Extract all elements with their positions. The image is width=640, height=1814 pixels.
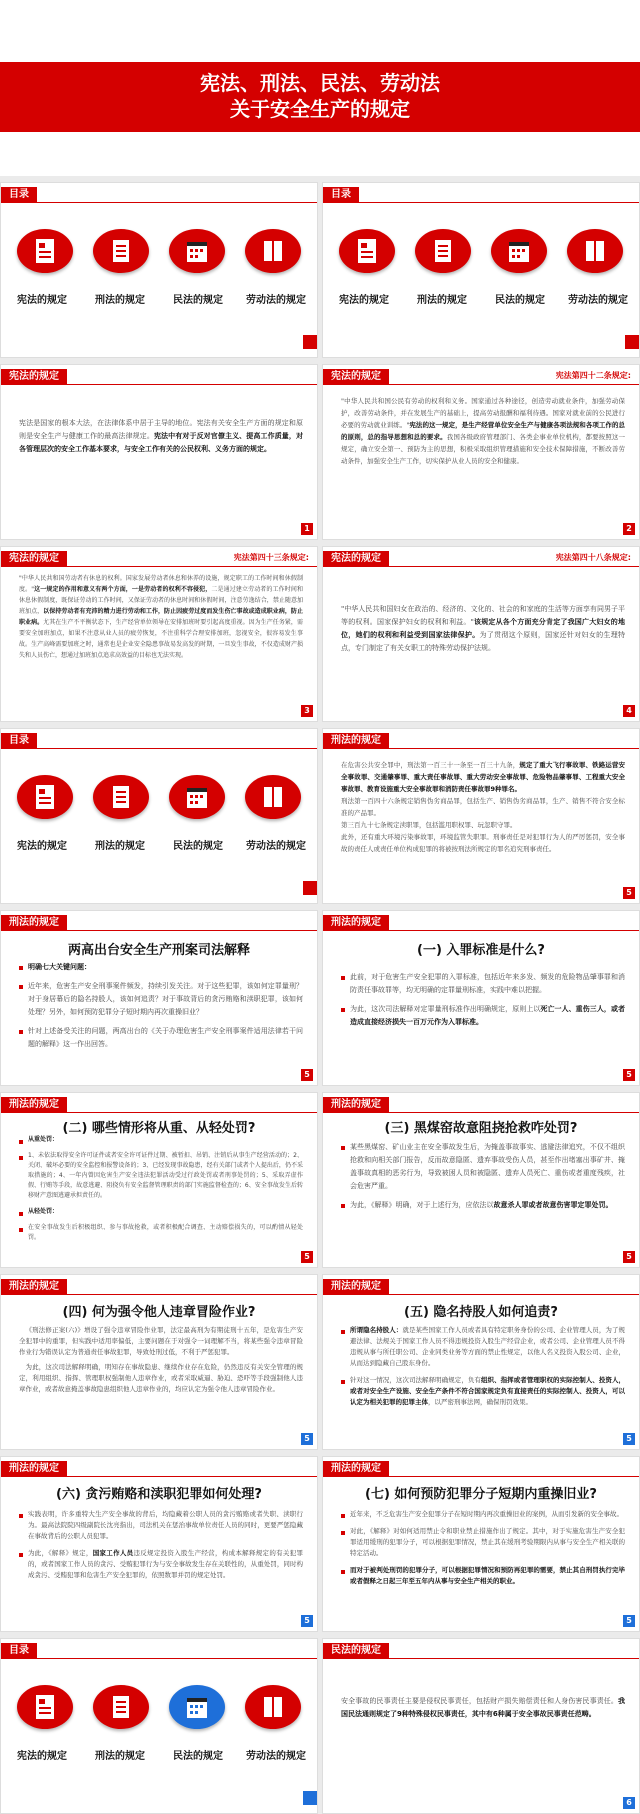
toc-slide-2 [322, 182, 640, 358]
notebook-icon[interactable] [93, 1685, 149, 1729]
page-number: 5 [301, 1433, 313, 1445]
corner-mark [303, 335, 317, 349]
calendar-icon[interactable] [169, 775, 225, 819]
toc-item-constitution[interactable]: 宪法的规定 [17, 1751, 67, 1762]
slide-body [19, 961, 303, 1057]
header-rule [1, 202, 317, 203]
notebook-icon[interactable] [415, 229, 471, 273]
slide-criminal-q5 [322, 1274, 640, 1450]
bullet-item: 近年来，不乏危害生产安全犯罪分子在短时期内再次重操旧业的案例，从而引发新的安全事故。 [341, 1509, 625, 1520]
bullet-list [19, 1135, 303, 1243]
slide-body [341, 1141, 625, 1218]
body-text: 我国各级政府管理部门、各类企事业单位机构，都要按照这一规定，确立安全第一、预防为主的思想，积极采取组织管理措施和安全技术保障措施，不断改善劳动条件，加强安全生产工作，切实保护从业人员的安全和健康。 [341, 433, 626, 465]
bullet-item: 此前，对于危害生产安全犯罪的入罪标准，包括近年来多发、频发的危险物品肇事罪和消防责任事故罪等，均无明确的定罪量刑标准，实践中难以把握。 [341, 971, 625, 997]
slide-title: (二) 哪些情形将从重、从轻处罚? [62, 1121, 256, 1136]
body-text: 二是通过建立劳动者的工作时间和休息休假制度，既保证劳动的工作时间，又保证劳动者的休息时间和休假时间，注意劳逸结合，禁止随意加班加点， [19, 586, 303, 615]
toc-icons [1, 229, 317, 279]
header-rule [1, 384, 317, 385]
body-bold: 宪法中有对于反对官僚主义、提高工作质量，对各管理层次的安全工作基本要求，与安全工作有关的公民权利、义务方面的规定。 [19, 432, 304, 453]
slide-criminal-q3 [322, 1092, 640, 1268]
page-number: 5 [301, 1251, 313, 1263]
bullet-item: 针对这一情况，这次司法解释明确规定，负有组织、指挥或者管理职权的实际控制人、投资人，或者对安全生产设施、安全生产条件不符合国家规定负有直接责任的实际控制人、投资人，可以认定为相关犯罪的犯罪主体，以严密刑事法网，确保刑罚效果。 [341, 1375, 625, 1408]
header-rule [323, 1476, 639, 1477]
book-icon[interactable] [567, 229, 623, 273]
slide-body [341, 971, 625, 1035]
header-rule [1, 1112, 317, 1113]
bullet-item: 1、未依法取得安全许可证件或者安全许可证件过期、被暂扣、吊销、注销后从事生产经营活动的；2、关闭、破坏必要的安全监控和报警设备的；3、已经发现事故隐患，经有关部门或者个人提出后，仍不采取措施的；4、一年内曾因危害生产安全违法犯罪活动受过行政处罚或者刑事处罚的；5、采取弄虚作假、行贿等手段，故意逃避、阻挠负有安全监督管理职责的部门实施监督检查的；6、安全事故发生后转移财产意图逃避承担责任的。 [19, 1151, 303, 1201]
body-text: 此外，还有重大环境污染事故罪，环境监管失职罪。刑事责任是对犯罪行为人的严厉惩罚，安全事故的责任人或责任单位构成犯罪的将被按刑法所规定的罪名追究刑事责任。 [341, 833, 625, 853]
slide-judicial-interpretation [0, 910, 318, 1086]
toc-item-labor[interactable]: 劳动法的规定 [568, 295, 628, 306]
section-tag: 宪法的规定 [323, 369, 389, 385]
slide-body [341, 1509, 625, 1593]
header-rule [323, 748, 639, 749]
section-tag: 刑法的规定 [323, 733, 389, 749]
header-rule [323, 1658, 639, 1659]
page-number: 3 [301, 705, 313, 717]
page-number: 2 [623, 523, 635, 535]
document-icon[interactable] [17, 229, 73, 273]
header-rule [323, 1294, 639, 1295]
slide-body [19, 573, 303, 661]
article-label: 宪法第四十二条规定: [555, 371, 631, 380]
slide-criminal-q1 [322, 910, 640, 1086]
body-text: "中华人民共和国妇女在政治的、经济的、文化的、社会的和家庭的生活等方面享有同男子平等的权利。国家保护妇女的权利和利益。" [341, 605, 625, 626]
toc-icons [1, 1685, 317, 1735]
header-rule [1, 930, 317, 931]
bullet-head: 从重处罚： [19, 1135, 303, 1145]
book-icon[interactable] [245, 775, 301, 819]
body-text: "中华人民共和国公民有劳动的权利和义务。国家通过各种途径，创造劳动就业条件，加强劳动保护，改善劳动条件，并在发展生产的基础上，提高劳动报酬和福利待遇。国家对就业前的公民进行必要的劳动就业训练。" [341, 397, 625, 429]
toc-tag: 目录 [323, 187, 359, 203]
section-tag: 刑法的规定 [1, 1097, 67, 1113]
slide-title: 两高出台安全生产刑案司法解释 [67, 943, 250, 958]
toc-item-criminal[interactable]: 刑法的规定 [95, 1751, 145, 1762]
toc-item-civil[interactable]: 民法的规定 [173, 295, 223, 306]
body-bold: 这一规定的作用和意义有两个方面，一是劳动者的权利不容侵犯， [34, 586, 212, 593]
bullet-item: 所谓隐名持股人：就是某些国家工作人员或者具有特定职务身份的公司、企业管理人员，为了规避法律、法规关于国家工作人员不得违规投资入股生产经营企业，或者公司、企业管理人员不得违规从事与所任职公司、企业同类业务等方面的禁止性规定，以他人名义投资入股公司、企业，从而达到隐藏自己股东身份。 [341, 1325, 625, 1369]
slide-body [341, 1695, 625, 1721]
section-tag: 刑法的规定 [1, 1461, 67, 1477]
toc-item-criminal[interactable]: 刑法的规定 [95, 841, 145, 852]
body-text: 为了贯彻这个原则，国家还针对妇女的生理特点，专门制定了有关女职工的特殊劳动保护法规。 [341, 631, 625, 652]
page-number: 1 [301, 523, 313, 535]
cover-slide [0, 0, 640, 176]
notebook-icon[interactable] [93, 229, 149, 273]
bullet-item: 为此，这次司法解释对定罪量刑标准作出明确规定，原则上以死亡一人、重伤三人，或者造成直接经济损失一百万元作为入罪标准。 [341, 1003, 625, 1029]
page-number: 5 [623, 887, 635, 899]
slide-criminal-q7 [322, 1456, 640, 1632]
page-number: 5 [301, 1615, 313, 1627]
bullet-item: 针对上述备受关注的问题，两高出台的《关于办理危害生产安全刑事案件适用法律若干问题的解释》这一作出回答。 [19, 1025, 303, 1051]
body-text: 刑法第一百四十六条规定销售伪劣商品罪，包括生产、销售伪劣商品罪，生产、销售不符合安全标准的产品罪。 [341, 797, 625, 817]
section-tag: 刑法的规定 [323, 1279, 389, 1295]
section-tag: 民法的规定 [323, 1643, 389, 1659]
slide-constitution-intro [0, 364, 318, 540]
slide-criminal-intro [322, 728, 640, 904]
bullet-list [341, 971, 625, 1029]
document-icon[interactable] [339, 229, 395, 273]
article-label: 宪法第四十三条规定: [233, 553, 309, 562]
slide-body [341, 395, 625, 467]
page-number: 5 [623, 1433, 635, 1445]
body-bold: 以保持劳动者有充沛的精力进行劳动和工作，防止因疲劳过度而发生伤亡事故或造成职业病，防止职业病。 [19, 608, 303, 626]
slide-title: (一) 入罪标准是什么? [417, 943, 545, 958]
slide-body [19, 1135, 303, 1249]
header-rule [1, 1294, 317, 1295]
toc-slide-4 [0, 1638, 318, 1814]
toc-slide-1 [0, 182, 318, 358]
toc-item-constitution[interactable]: 宪法的规定 [339, 295, 389, 306]
toc-tag: 目录 [1, 733, 37, 749]
bullet-list [341, 1325, 625, 1408]
bullet-item: 某些黑煤窑、矿山业主在安全事故发生后，为掩盖事故事实、逃避法律追究，不仅不组织抢救和向相关部门报告，反而故意隐匿、遗弃事故受伤人员，甚至作出堵塞出事矿井、掩盖事故真相的恶劣行为，导致被困人员和被隐匿、遗弃人员死亡、重伤或者重度残疾，社会危害严重。 [341, 1141, 625, 1193]
notebook-icon[interactable] [93, 775, 149, 819]
slide-body [19, 1509, 303, 1587]
page-number: 5 [623, 1251, 635, 1263]
toc-item-labor[interactable]: 劳动法的规定 [246, 841, 306, 852]
toc-item-criminal[interactable]: 刑法的规定 [95, 295, 145, 306]
bullet-list [19, 961, 303, 1051]
header-rule [1, 1658, 317, 1659]
bullet-item: 实践表明，许多重特大生产安全事故的背后，均隐藏着公职人员的贪污贿赂或者失职、渎职行为。最高法院院四级副院长沈亮指出，司法机关在惩治事故单位责任人员的同时，更要严惩隐藏在事故背后的公职人员犯罪。 [19, 1509, 303, 1542]
bullet-item: 为此，《解释》规定，国家工作人员违反规定投资入股生产经营，构成本解释规定的有关犯罪的，或者国家工作人员的贪污、受贿犯罪行为与安全事故发生存在关联性的，从重处罚，同时构成贪污、受贿犯罪和危害生产安全犯罪的，依照数罪并罚的规定处罚。 [19, 1548, 303, 1581]
body-text: 安全事故的民事责任主要是侵权民事责任，包括财产损失赔偿责任和人身伤害民事责任。 [341, 1697, 618, 1705]
slide-civil-intro [322, 1638, 640, 1814]
slide-body [341, 759, 625, 855]
bullet-item: 在安全事故发生后积极组织、参与事故抢救，或者积极配合调查、主动赔偿损失的，可以酌情从轻处罚。 [19, 1223, 303, 1243]
body-paragraph: 《刑法修正案(六)》增设了强令违章冒险作业罪，法定最高刑为有期徒刑十五年，是危害生产安全犯罪中的重罪，但实践中适用率偏低，主要问题在于对强令一词理解不当，将某些强令违章冒险作业行为错误认定为普通责任事故犯罪，导致处刑过低，不利于严惩犯罪。 [19, 1326, 303, 1356]
toc-item-constitution[interactable]: 宪法的规定 [17, 841, 67, 852]
book-icon[interactable] [245, 229, 301, 273]
bullet-list [341, 1509, 625, 1587]
bullet-head: 明确七大关键问题： [19, 961, 303, 974]
slide-body [341, 603, 625, 655]
slide-criminal-q2 [0, 1092, 318, 1268]
document-icon[interactable] [17, 1685, 73, 1729]
slide-constitution-42 [322, 364, 640, 540]
slide-constitution-43 [0, 546, 318, 722]
header-rule [323, 566, 639, 567]
body-bold: 该规定从各个方面充分肯定了我国广大妇女的地位，她们的权利和利益受到国家法律保护。 [341, 618, 625, 639]
page-number: 5 [623, 1615, 635, 1627]
toc-item-labor[interactable]: 劳动法的规定 [246, 295, 306, 306]
header-rule [323, 1112, 639, 1113]
body-paragraph: 为此，这次司法解释明确，明知存在事故隐患、继续作业存在危险，仍然违反有关安全管理的规定，利用组织、指挥、管理职权强制他人违章作业，或者采取威逼、胁迫、恐吓等手段强制他人违章作业，或者故意掩盖事故隐患组织他人违章作业的，均应认定为强令他人违章冒险作业。 [19, 1363, 303, 1393]
body-text: 尤其在生产不平衡状态下，生产经营单位领导在安排加班时要引起高度重视。因为生产任务紧，需要安全加班加点，如果不注意从业人员的疲劳恢复，不注重科学合理安排加班，忽视安全，很容易发生事故。生产高峰需要加班之时，通常也是企业安全隐患事故易发高发的时期，一旦发生事故，不仅造成财产损失和人员伤亡，想通过加班加点追求高效益的目标也无法实现。 [19, 619, 303, 659]
toc-item-labor[interactable]: 劳动法的规定 [246, 1751, 306, 1762]
slide-body [19, 1325, 303, 1395]
page-number: 6 [623, 1797, 635, 1809]
bullet-item: 近年来，危害生产安全刑事案件频发，持续引发关注。对于这些犯罪，该如何定罪量刑？对于身居幕后的隐名持股人，该如何追责？对于事故背后的贪污贿赂和渎职犯罪，该如何处理？另外，如何预防犯罪分子短时期内再次重操旧业？ [19, 980, 303, 1019]
slide-body [19, 417, 303, 456]
corner-mark [303, 1791, 317, 1805]
slide-criminal-q6 [0, 1456, 318, 1632]
body-bold: 我国民法通则规定了9种特殊侵权民事责任，其中有6种属于安全事故民事责任范畴。 [341, 1697, 625, 1718]
body-bold: 宪法的这一规定，是生产经营单位安全生产与健康各项法规和各项工作的总的原则，总的指导思想和总的要求。 [341, 421, 625, 441]
toc-icons [323, 229, 639, 279]
section-tag: 刑法的规定 [1, 1279, 67, 1295]
slide-title: (六) 贪污贿赂和渎职犯罪如何处理? [56, 1487, 262, 1502]
slide-title: (五) 隐名持股人如何追责? [404, 1305, 558, 1320]
bullet-item: 为此，《解释》明确，对于上述行为，应依法以故意杀人罪或者故意伤害罪定罪处罚。 [341, 1199, 625, 1212]
cover-title-line2: 关于安全生产的规定 [230, 97, 410, 121]
toc-slide-3 [0, 728, 318, 904]
toc-item-civil[interactable]: 民法的规定 [495, 295, 545, 306]
bullet-item: 而对于被判处刑罚的犯罪分子，可以根据犯罪情况和预防再犯罪的需要，禁止其自刑罚执行完毕或者假释之日起三年至五年内从事与安全生产相关的职业。 [341, 1565, 625, 1587]
slide-body [341, 1325, 625, 1414]
header-rule [1, 1476, 317, 1477]
document-icon[interactable] [17, 775, 73, 819]
section-tag: 刑法的规定 [323, 1097, 389, 1113]
section-tag: 宪法的规定 [1, 551, 67, 567]
slide-criminal-q4 [0, 1274, 318, 1450]
header-rule [323, 384, 639, 385]
bullet-head: 从轻处罚： [19, 1207, 303, 1217]
header-rule [1, 748, 317, 749]
section-tag: 刑法的规定 [323, 1461, 389, 1477]
header-rule [323, 930, 639, 931]
toc-labels [1, 291, 317, 306]
header-rule [1, 566, 317, 567]
header-rule [323, 202, 639, 203]
calendar-icon[interactable] [169, 1685, 225, 1729]
slide-title: (四) 何为强令他人违章冒险作业? [62, 1305, 256, 1320]
calendar-icon[interactable] [491, 229, 547, 273]
section-tag: 宪法的规定 [1, 369, 67, 385]
calendar-icon[interactable] [169, 229, 225, 273]
toc-tag: 目录 [1, 1643, 37, 1659]
slide-title: (七) 如何预防犯罪分子短期内重操旧业? [365, 1487, 597, 1502]
toc-item-constitution[interactable]: 宪法的规定 [17, 295, 67, 306]
body-text: "中华人民共和国劳动者有休息的权利。国家发展劳动者休息和休养的设施，规定职工的工作时间和休假制度。" [19, 575, 303, 593]
page-number: 5 [623, 1069, 635, 1081]
body-bold: 规定了重大飞行事故罪、铁路运营安全事故罪、交通肇事罪、重大责任事故罪、重大劳动安全事故罪、危险物品肇事罪、工程重大安全事故罪、教育设施重大安全事故罪和消防责任事故罪9种罪名。 [341, 761, 626, 793]
bullet-list [19, 1509, 303, 1581]
cover-title [0, 70, 640, 122]
body-text: 第三百九十七条规定渎职罪，包括滥用职权罪、玩忽职守罪。 [341, 821, 517, 829]
toc-item-criminal[interactable]: 刑法的规定 [417, 295, 467, 306]
cover-title-line1: 宪法、刑法、民法、劳动法 [200, 71, 440, 95]
corner-mark [625, 335, 639, 349]
toc-labels [1, 1747, 317, 1762]
toc-icons [1, 775, 317, 825]
section-tag: 刑法的规定 [1, 915, 67, 931]
toc-item-civil[interactable]: 民法的规定 [173, 1751, 223, 1762]
body-text: 宪法是国家的根本大法，在法律体系中居于主导的地位。宪法有关安全生产方面的规定和原则是安全生产与健康工作的最高法律规定。 [19, 419, 303, 440]
section-tag: 刑法的规定 [323, 915, 389, 931]
corner-mark [303, 881, 317, 895]
bullet-list [341, 1141, 625, 1212]
toc-labels [323, 291, 639, 306]
book-icon[interactable] [245, 1685, 301, 1729]
toc-tag: 目录 [1, 187, 37, 203]
page-number: 4 [623, 705, 635, 717]
toc-labels [1, 837, 317, 852]
section-tag: 宪法的规定 [323, 551, 389, 567]
slide-title: (三) 黑煤窑故意阻挠抢救咋处罚? [384, 1121, 578, 1136]
bullet-item: 对此，《解释》对如何适用禁止令和职业禁止措施作出了规定。其中，对于实施危害生产安全犯罪适用缓刑的犯罪分子，可以根据犯罪情况，禁止其在缓刑考验期限内从事与安全生产相关联的特定活动。 [341, 1526, 625, 1559]
toc-item-civil[interactable]: 民法的规定 [173, 841, 223, 852]
body-text: 在危害公共安全罪中，刑法第一百三十一条至一百三十九条， [341, 761, 520, 769]
article-label: 宪法第四十八条规定: [555, 553, 631, 562]
page-number: 5 [301, 1069, 313, 1081]
slide-constitution-48 [322, 546, 640, 722]
